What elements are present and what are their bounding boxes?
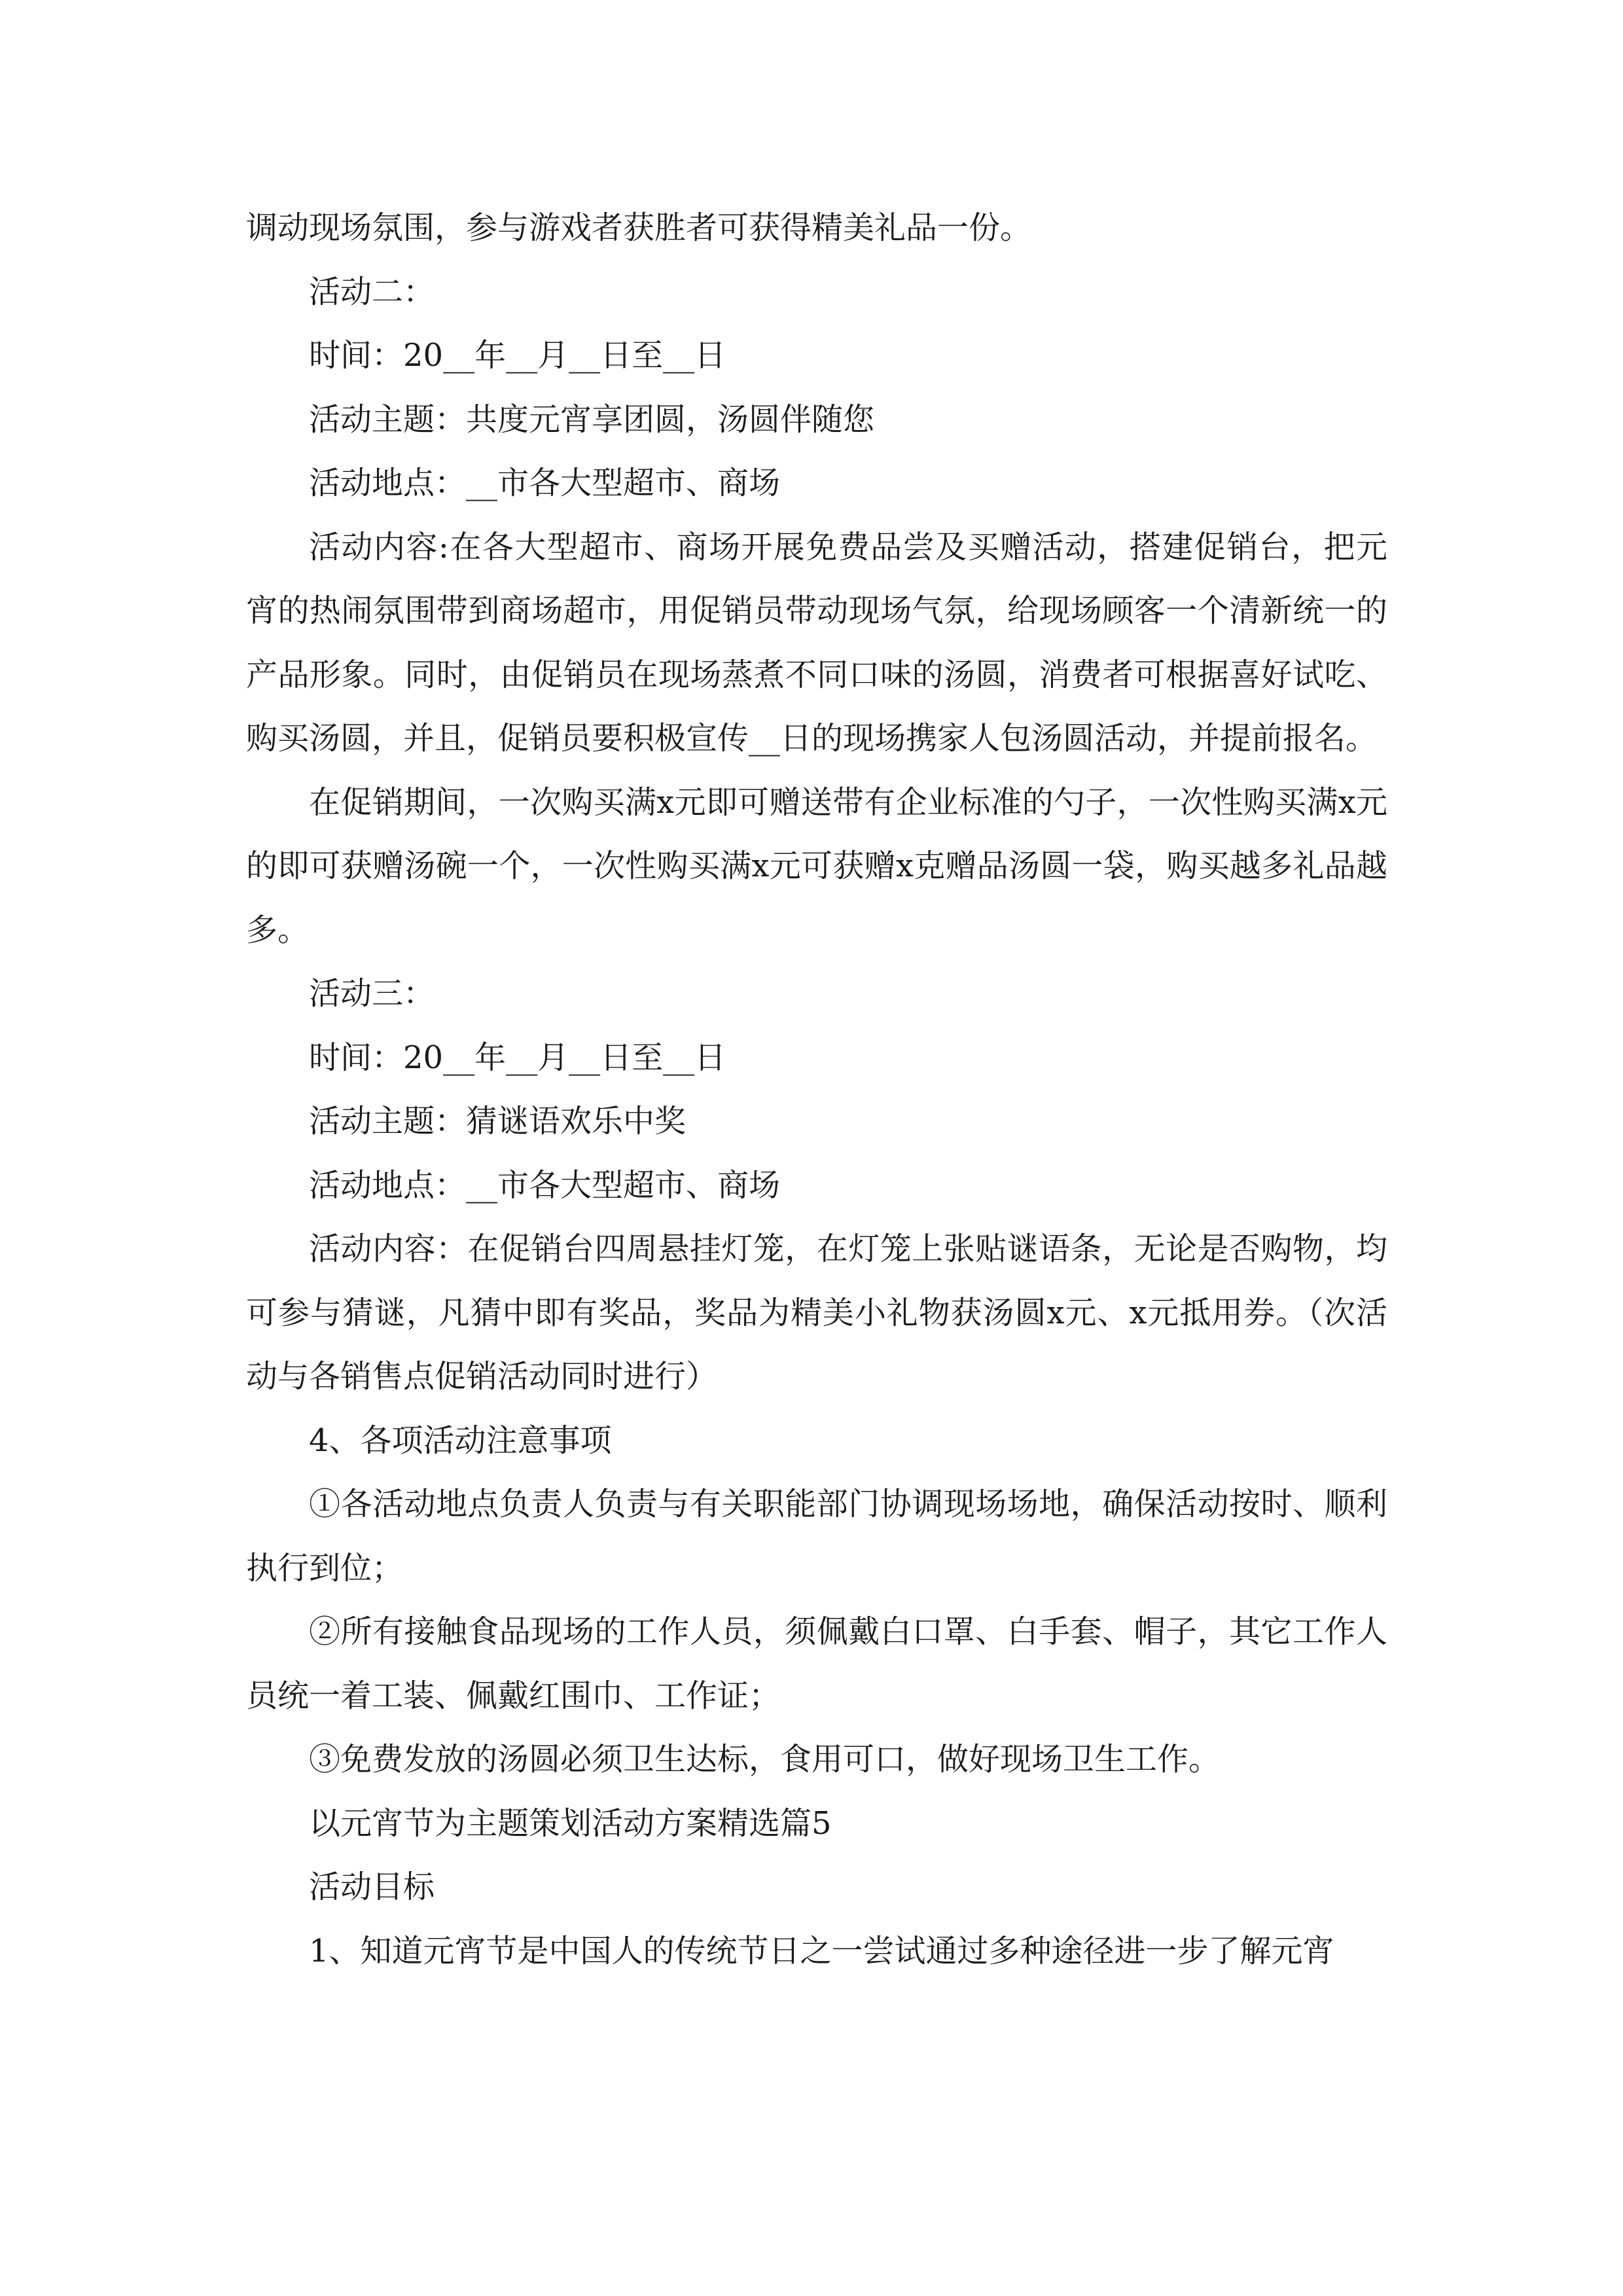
paragraph-10: 活动主题：猜谜语欢乐中奖 — [309, 1103, 687, 1139]
paragraph-3: 时间：20__年__月__日至__日 — [309, 337, 726, 374]
paragraph-16: ③免费发放的汤圆必须卫生达标，食用可口，做好现场卫生工作。 — [309, 1741, 1221, 1778]
paragraph-19: 1、知道元宵节是中国人的传统节日之一尝试通过多种途径进一步了解元宵 — [309, 1932, 1334, 1969]
paragraph-5: 活动地点：__市各大型超市、商场 — [309, 465, 781, 501]
paragraph-13: 4、各项活动注意事项 — [309, 1422, 612, 1459]
paragraph-8: 活动三： — [309, 975, 435, 1012]
paragraph-2: 活动二： — [309, 273, 435, 310]
paragraph-17: 以元宵节为主题策划活动方案精选篇5 — [309, 1804, 832, 1842]
paragraph-18: 活动目标 — [309, 1869, 435, 1905]
paragraph-15: ②所有接触食品现场的工作人员，须佩戴白口罩、白手套、帽子，其它工作人员统一着工装、佩戴红围巾、工作证； — [246, 1613, 1387, 1714]
paragraph-9: 时间：20__年__月__日至__日 — [309, 1039, 726, 1076]
paragraph-12: 活动内容：在促销台四周悬挂灯笼，在灯笼上张贴谜语条，无论是否购物，均可参与猜谜，凡猜中即有奖品，奖品为精美小礼物获汤圆x元、x元抵用券。（次活动与各销售点促销活动同时进行） — [246, 1230, 1387, 1395]
paragraph-1: 调动现场氛围，参与游戏者获胜者可获得精美礼品一份。 — [246, 209, 1032, 246]
document-body — [246, 196, 1387, 1983]
paragraph-6: 活动内容:在各大型超市、商场开展免费品尝及买赠活动，搭建促销台，把元宵的热闹氛围带到商场超市，用促销员带动现场气氛，给现场顾客一个清新统一的产品形象。同时，由促销员在现场蒸煮不同口味的汤圆，消费者可根据喜好试吃、购买汤圆，并且，促销员要积极宣传__日的现场携家人包汤圆活动，并提前报名。 — [246, 528, 1387, 757]
paragraph-4: 活动主题：共度元宵享团圆，汤圆伴随您 — [309, 401, 875, 438]
paragraph-11: 活动地点：__市各大型超市、商场 — [309, 1166, 781, 1204]
paragraph-14: ①各活动地点负责人负责与有关职能部门协调现场场地，确保活动按时、顺利执行到位； — [246, 1486, 1387, 1587]
paragraph-7: 在促销期间，一次购买满x元即可赠送带有企业标准的勺子，一次性购买满x元的即可获赠汤碗一个，一次性购买满x元可获赠x克赠品汤圆一袋，购买越多礼品越多。 — [246, 783, 1387, 948]
